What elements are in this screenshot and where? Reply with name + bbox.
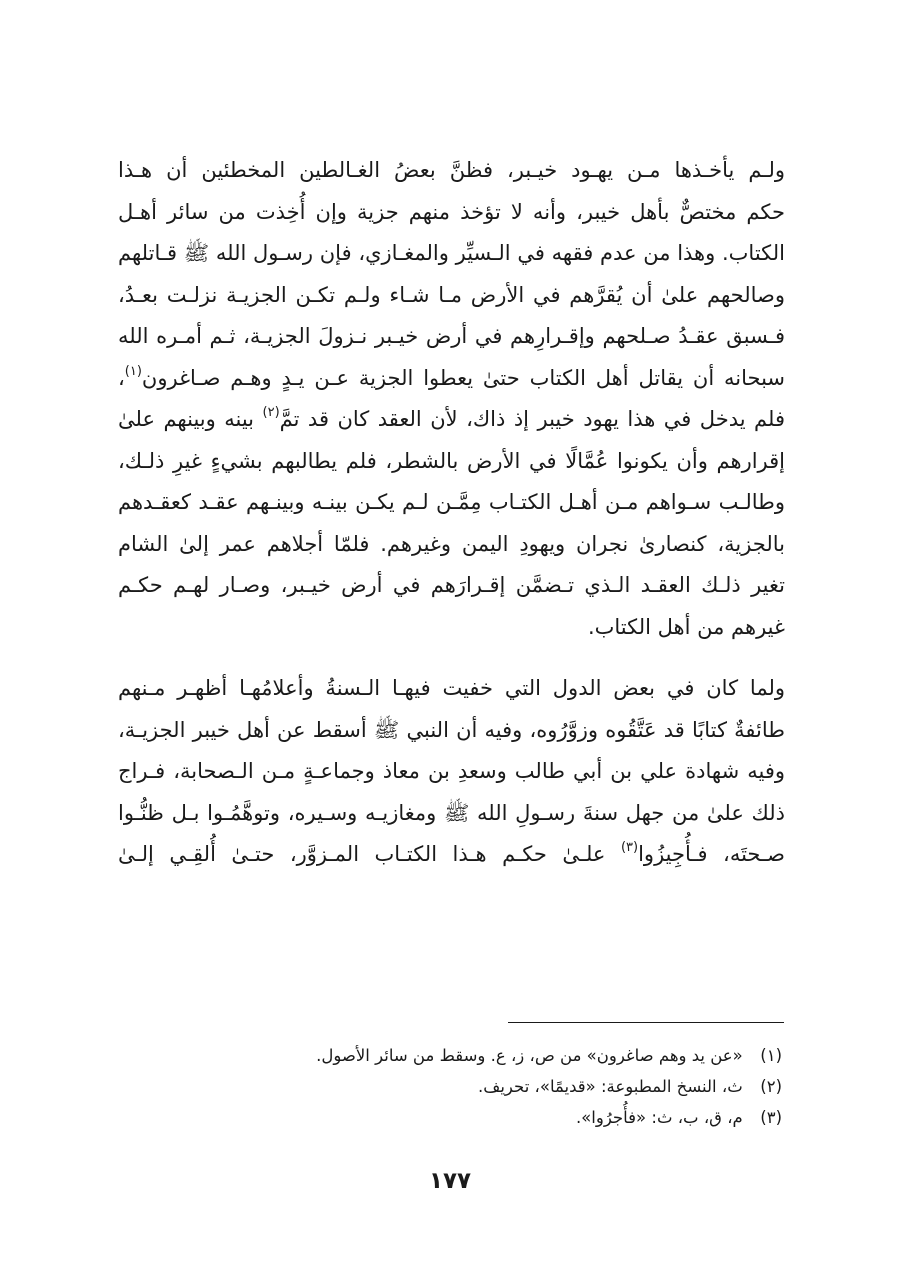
text-line: طائفةٌ كتابًا قد عَتَّقُوه وزوَّرُوه، وفيه أن النبي ﷺ أسقط عن أهل خيبر الجزيـة، (118, 717, 785, 742)
text-line: فلم يدخل في هذا يهود خيبر إذ ذاك، لأن العقد كان قد تمَّ$^{(٢)}$ بينه وبينهم علىٰ (118, 405, 785, 431)
footnote-ref[interactable]: (٣) (620, 840, 639, 855)
footnote-number: (٢) (760, 1077, 782, 1096)
footnote-ref[interactable]: (٢) (262, 405, 280, 420)
text-line: فـسبق عقـدُ صـلحهم وإقـرارِهم في أرض خيـبر نـزولَ الجزيـة، ثـم أمـره الله (118, 324, 785, 348)
text-line: وطالـب سـواهم مـن أهـل الكتـاب مِمَّـن لـم يكـن بينـه وبينـهم عقـد كعقـدهم (118, 490, 785, 514)
text-line: تغير ذلـك العقـد الـذي تـضمَّن إقـرارَهم في أرض خيـبر، وصـار لهـم حكـم (118, 573, 785, 597)
text-line: إقرارهم وأن يكونوا عُمَّالًا في الأرض بالشطر، فلم يطالبهم بشيءٍ غيرِ ذلـك، (118, 448, 785, 473)
footnote-text: م، ق، ب، ث: «فأُجرُوا». (575, 1108, 743, 1127)
text-line: بالجزية، كنصارىٰ نجران ويهودِ اليمن وغيرهم. فلمّا أجلاهم عمر إلىٰ الشام (118, 531, 785, 556)
text-line: وصالحهم علىٰ أن يُقرَّهم في الأرض مـا شـاء ولـم تكـن الجزيـة نزلـت بعـدُ، (118, 282, 785, 307)
paragraph-1 (118, 150, 785, 648)
text-line: وفيه شهادة علي بن أبي طالب وسعدِ بن معاذ وجماعـةٍ مـن الـصحابة، فـراج (118, 759, 785, 783)
text-line: سبحانه أن يقاتل أهل الكتاب حتىٰ يعطوا الجزية عـن يـدٍ وهـم صـاغرون$^{(١)}$، (118, 363, 785, 390)
footnote-number: (١) (760, 1046, 782, 1065)
footnote-2 (115, 1071, 782, 1102)
text-line: حكم مختصٌّ بأهل خيبر، وأنه لا تؤخذ منهم جزية وإن أُخِذت من سائر أهـل (118, 199, 785, 224)
text-line: صـحتَه، فـأُجِيزُوا$^{(٣)}$ علـىٰ حكـم هـذا الكتـاب المـزوَّر، حتـىٰ أُلقِـي إلـىٰ (118, 840, 785, 866)
footnote-text: «عن يد وهم صاغرون» من ص، ز، ع. وسقط من سائر الأصول. (316, 1046, 743, 1065)
text-line: ولـم يأخـذها مـن يهـود خيـبر، فظنَّ بعضُ الغـالطين المخطئين أن هـذا (118, 158, 785, 182)
page-number: ١٧٧ (428, 1168, 472, 1194)
footnote-text: ث، النسخ المطبوعة: «قديمًا»، تحريف. (478, 1077, 743, 1096)
text-line: ذلك علىٰ من جهل سنةَ رسـولِ الله ﷺ ومغازيـه وسـيره، وتوهَّمُـوا بـل ظنُّـوا (118, 800, 785, 825)
footnote-ref[interactable]: (١) (124, 363, 142, 379)
footnote-1 (115, 1040, 782, 1071)
text-line: غيرهم من أهل الكتاب. (587, 614, 785, 639)
text-line: ولما كان في بعض الدول التي خفيت فيهـا الـسنةُ وأعلامُهـا أظهـر مـنهم (118, 676, 785, 700)
paragraph-2 (118, 668, 785, 876)
footnote-separator (508, 1022, 784, 1023)
footnote-3 (115, 1102, 782, 1133)
footnote-number: (٣) (760, 1108, 782, 1127)
main-text (118, 150, 785, 876)
text-line: الكتاب. وهذا من عدم فقهه في الـسيِّر والمغـازي، فإن رسـول الله ﷺ قـاتلهم (118, 241, 785, 265)
footnotes (115, 1040, 782, 1133)
